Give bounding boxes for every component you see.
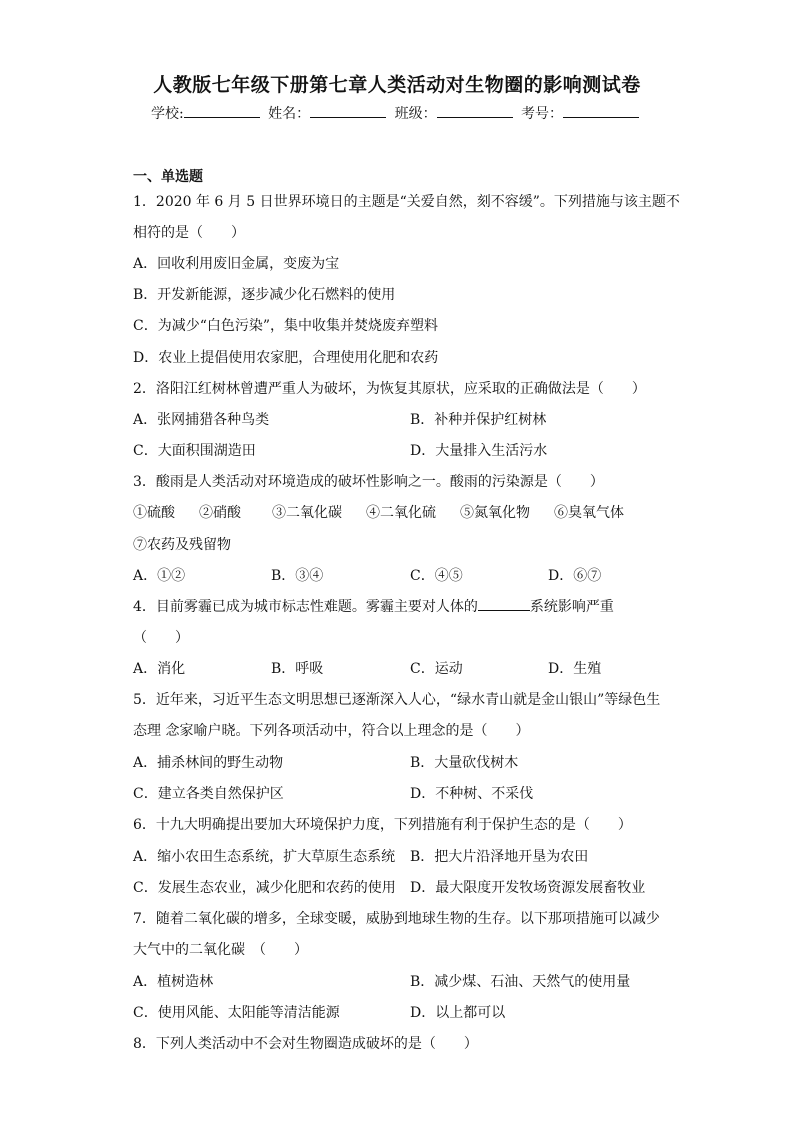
number-label: 考号： [521,106,564,122]
question-4-text-post: 系统影响严重 [529,599,614,615]
question-3-item-5: ⑤氮氧化物 [460,505,530,521]
question-7-text-cont: 大气中的二氧化碳 （ ） [133,942,308,958]
student-info-line [0,103,794,123]
question-7-option-c[interactable]: C．使用风能、太阳能等清洁能源 [133,1005,340,1021]
question-7-text: 7．随着二氧化碳的增多，全球变暖，威胁到地球生物的生存。以下那项措施可以减少 [133,911,660,927]
question-5-text-cont: 态理 念家喻户晓。下列各项活动中，符合以上理念的是（ ） [133,723,530,739]
name-blank[interactable] [310,105,386,118]
question-2-option-b[interactable]: B．补种并保护红树林 [410,412,547,428]
question-4-option-d[interactable]: D．生殖 [548,661,602,677]
question-6-text: 6．十九大明确提出要加大环境保护力度，下列措施有利于保护生态的是（ ） [133,817,632,833]
question-6-option-d[interactable]: D．最大限度开发牧场资源发展畜牧业 [410,880,646,896]
question-5-option-c[interactable]: C．建立各类自然保护区 [133,786,284,802]
number-blank[interactable] [563,105,639,118]
question-3-item-7: ⑦农药及残留物 [133,537,231,553]
question-1-option-a[interactable]: A．回收利用废旧金属，变废为宝 [133,256,340,272]
question-1-text: 1．2020 年 6 月 5 日世界环境日的主题是“关爱自然，刻不容缓”。下列措施与该主题不 [133,194,680,210]
question-3-item-6: ⑥臭氧气体 [554,505,624,521]
question-5-option-b[interactable]: B．大量砍伐树木 [410,755,519,771]
question-6-option-a[interactable]: A．缩小农田生态系统，扩大草原生态系统 [133,849,396,865]
question-1-option-b[interactable]: B．开发新能源，逐步减少化石燃料的使用 [133,287,396,303]
question-1-text-cont: 相符的是（ ） [133,225,245,241]
name-label: 姓名： [268,106,311,122]
question-7-option-d[interactable]: D．以上都可以 [410,1005,506,1021]
question-4-option-a[interactable]: A．消化 [133,661,186,677]
section-title: 一、单选题 [133,169,203,185]
question-3-option-b[interactable]: B．③④ [271,568,324,584]
question-4-option-c[interactable]: C．运动 [410,661,463,677]
question-2-option-a[interactable]: A．张网捕猎各种鸟类 [133,412,270,428]
question-7-option-b[interactable]: B．减少煤、石油、天然气的使用量 [410,974,631,990]
question-2-text: 2．洛阳江红树林曾遭严重人为破坏，为恢复其原状，应采取的正确做法是（ ） [133,381,646,397]
question-3-option-c[interactable]: C．④⑤ [410,568,463,584]
question-4-text-cont: （ ） [133,630,189,646]
question-4-option-b[interactable]: B．呼吸 [271,661,324,677]
question-5-option-a[interactable]: A．捕杀林间的野生动物 [133,755,284,771]
question-8-text: 8．下列人类活动中不会对生物圈造成破坏的是（ ） [133,1036,478,1052]
question-6-option-c[interactable]: C．发展生态农业，减少化肥和农药的使用 [133,880,396,896]
question-5-text: 5．近年来，习近平生态文明思想已逐渐深入人心，“绿水青山就是金山银山”等绿色生 [133,692,661,708]
question-2-option-c[interactable]: C．大面积围湖造田 [133,443,256,459]
class-blank[interactable] [437,105,513,118]
question-3-item-1: ①硫酸 [133,505,175,521]
question-6-option-b[interactable]: B．把大片沿泽地开垦为农田 [410,849,589,865]
question-4-text [133,598,614,616]
question-7-option-a[interactable]: A．植树造林 [133,974,214,990]
question-3-item-2: ②硝酸 [199,505,241,521]
question-3-item-4: ④二氧化硫 [366,505,436,521]
question-1-option-d[interactable]: D．农业上提倡使用农家肥，合理使用化肥和农药 [133,350,439,366]
school-label: 学校: [150,106,184,122]
question-3-text: 3．酸雨是人类活动对环境造成的破坏性影响之一。酸雨的污染源是（ ） [133,474,604,490]
class-label: 班级： [394,106,437,122]
question-3-option-a[interactable]: A．①② [133,568,186,584]
question-1-option-c[interactable]: C．为减少“白色污染”，集中收集并焚烧废弃塑料 [133,318,439,334]
question-5-option-d[interactable]: D．不种树、不采伐 [410,786,534,802]
question-4-blank[interactable] [478,598,530,611]
page-title: 人教版七年级下册第七章人类活动对生物圈的影响测试卷 [153,74,641,96]
question-2-option-d[interactable]: D．大量排入生活污水 [410,443,548,459]
school-blank[interactable] [184,105,260,118]
question-3-item-3: ③二氧化碳 [272,505,342,521]
question-3-option-d[interactable]: D．⑥⑦ [548,568,602,584]
question-4-text-pre: 4．目前雾霾已成为城市标志性难题。雾霾主要对人体的 [133,599,478,615]
